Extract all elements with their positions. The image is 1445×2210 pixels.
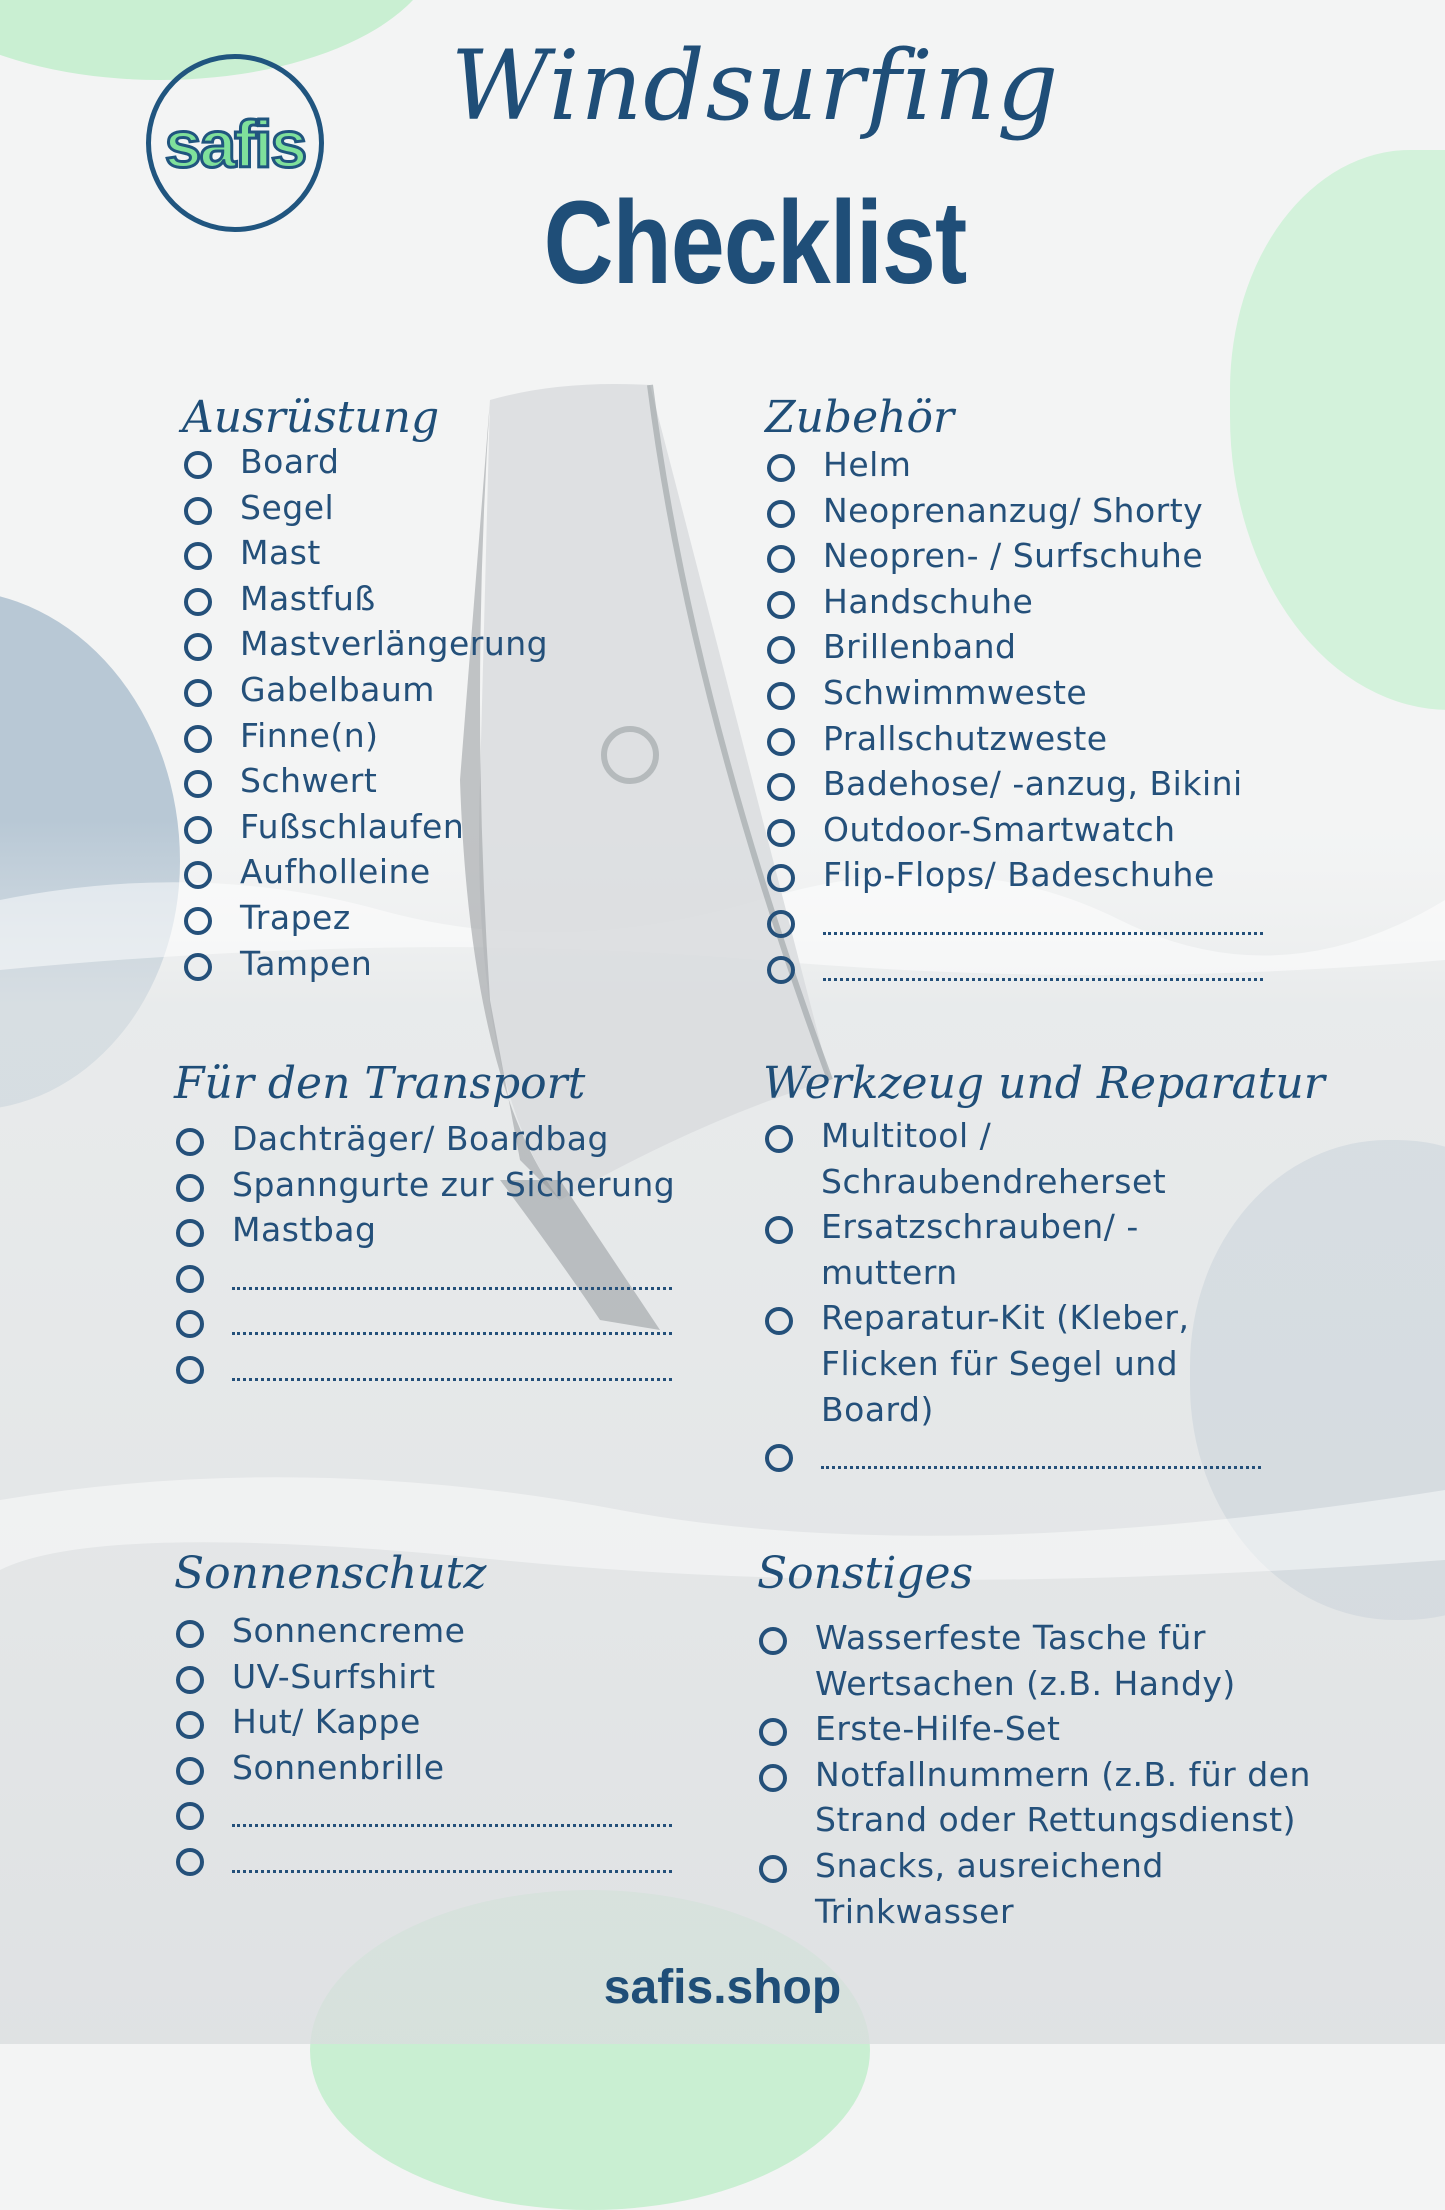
item-label: Tampen bbox=[240, 943, 373, 983]
list-item[interactable] bbox=[182, 485, 548, 531]
checklist bbox=[763, 1113, 1363, 1478]
list-item[interactable] bbox=[174, 1116, 675, 1162]
checkbox-circle[interactable] bbox=[176, 1757, 204, 1785]
checkbox-circle[interactable] bbox=[176, 1310, 204, 1338]
item-label: Outdoor-Smartwatch bbox=[823, 809, 1176, 849]
list-item[interactable] bbox=[174, 1654, 672, 1700]
checkbox-circle[interactable] bbox=[767, 545, 795, 573]
section-heading: Werkzeug und Reparatur bbox=[763, 1058, 1325, 1109]
list-item[interactable] bbox=[182, 576, 548, 622]
dotted-line[interactable] bbox=[823, 898, 1263, 935]
item-label: Schwert bbox=[240, 761, 378, 801]
checkbox-circle[interactable] bbox=[184, 861, 212, 889]
item-label: Brillenband bbox=[823, 627, 1017, 667]
checkbox-circle[interactable] bbox=[176, 1128, 204, 1156]
section-heading: Für den Transport bbox=[174, 1058, 586, 1109]
section-transport bbox=[174, 1055, 675, 1390]
checkbox-circle[interactable] bbox=[184, 451, 212, 479]
checkbox-circle[interactable] bbox=[184, 907, 212, 935]
list-item[interactable] bbox=[765, 624, 1263, 670]
item-label: Mast bbox=[240, 533, 321, 573]
dotted-line[interactable] bbox=[821, 1432, 1261, 1469]
blank-item[interactable] bbox=[174, 1344, 675, 1390]
item-label: Flip-Flops/ Badeschuhe bbox=[823, 855, 1215, 895]
list-item[interactable] bbox=[182, 941, 548, 987]
dotted-line[interactable] bbox=[232, 1836, 672, 1873]
section-sonnenschutz bbox=[174, 1545, 672, 1882]
list-item[interactable] bbox=[182, 713, 548, 759]
item-label: Finne(n) bbox=[240, 715, 379, 755]
list-item[interactable] bbox=[757, 1706, 1355, 1752]
section-werkzeug bbox=[763, 1055, 1363, 1478]
list-item[interactable] bbox=[765, 488, 1263, 534]
checkbox-circle[interactable] bbox=[176, 1848, 204, 1876]
checkbox-circle[interactable] bbox=[765, 1307, 793, 1335]
checkbox-circle[interactable] bbox=[176, 1174, 204, 1202]
footer-url[interactable]: safis.shop bbox=[603, 1961, 842, 2014]
checkbox-circle[interactable] bbox=[184, 679, 212, 707]
dotted-line[interactable] bbox=[823, 944, 1263, 981]
blank-item[interactable] bbox=[765, 944, 1263, 990]
checkbox-circle[interactable] bbox=[184, 497, 212, 525]
list-item[interactable] bbox=[765, 807, 1263, 853]
checkbox-circle[interactable] bbox=[767, 591, 795, 619]
list-item[interactable] bbox=[182, 849, 548, 895]
section-heading: Ausrüstung bbox=[182, 392, 440, 443]
item-label: Mastfuß bbox=[240, 578, 376, 618]
section-zubehoer bbox=[765, 389, 1263, 989]
item-label: Spanngurte zur Sicherung bbox=[232, 1164, 676, 1204]
item-label: Segel bbox=[240, 487, 335, 527]
checkbox-circle[interactable] bbox=[184, 633, 212, 661]
blank-item[interactable] bbox=[174, 1836, 672, 1882]
checkbox-circle[interactable] bbox=[767, 864, 795, 892]
checkbox-circle[interactable] bbox=[176, 1620, 204, 1648]
list-item[interactable] bbox=[182, 439, 548, 485]
dotted-line[interactable] bbox=[232, 1253, 672, 1290]
list-item[interactable] bbox=[174, 1162, 675, 1208]
logo-text: safis bbox=[164, 107, 306, 181]
checkbox-circle[interactable] bbox=[184, 816, 212, 844]
blank-item[interactable] bbox=[763, 1432, 1363, 1478]
list-item[interactable] bbox=[765, 533, 1263, 579]
list-item[interactable] bbox=[765, 716, 1263, 762]
checklist bbox=[174, 1116, 675, 1390]
checkbox-circle[interactable] bbox=[765, 1125, 793, 1153]
checkbox-circle[interactable] bbox=[759, 1718, 787, 1746]
item-label: Snacks, ausreichend Trinkwasser bbox=[815, 1845, 1164, 1931]
list-item[interactable] bbox=[757, 1752, 1405, 1843]
checkbox-circle[interactable] bbox=[767, 910, 795, 938]
dotted-line[interactable] bbox=[232, 1298, 672, 1335]
list-item[interactable] bbox=[182, 804, 548, 850]
list-item[interactable] bbox=[757, 1615, 1355, 1706]
list-item[interactable] bbox=[765, 579, 1263, 625]
item-label: UV-Surfshirt bbox=[232, 1656, 436, 1696]
checkbox-circle[interactable] bbox=[184, 770, 212, 798]
checkbox-circle[interactable] bbox=[767, 636, 795, 664]
list-item[interactable] bbox=[182, 530, 548, 576]
checkbox-circle[interactable] bbox=[765, 1444, 793, 1472]
checkbox-circle[interactable] bbox=[184, 588, 212, 616]
checkbox-circle[interactable] bbox=[767, 500, 795, 528]
list-item[interactable] bbox=[174, 1745, 672, 1791]
list-item[interactable] bbox=[765, 761, 1263, 807]
item-label: Board bbox=[240, 442, 340, 481]
item-label: Helm bbox=[823, 445, 912, 484]
blank-item[interactable] bbox=[765, 898, 1263, 944]
list-item[interactable] bbox=[182, 667, 548, 713]
checkbox-circle[interactable] bbox=[176, 1265, 204, 1293]
item-label: Gabelbaum bbox=[240, 669, 435, 709]
item-label: Erste-Hilfe-Set bbox=[815, 1709, 1061, 1749]
checkbox-circle[interactable] bbox=[176, 1356, 204, 1384]
dotted-line[interactable] bbox=[232, 1344, 672, 1381]
list-item[interactable] bbox=[757, 1843, 1245, 1934]
item-label: Aufholleine bbox=[240, 852, 431, 892]
item-label: Mastbag bbox=[232, 1210, 377, 1250]
checklist bbox=[757, 1615, 1397, 1934]
title-main: Checklist bbox=[543, 177, 967, 309]
checkbox-circle[interactable] bbox=[759, 1764, 787, 1792]
checkbox-circle[interactable] bbox=[759, 1627, 787, 1655]
list-item[interactable] bbox=[174, 1699, 672, 1745]
checkbox-circle[interactable] bbox=[184, 542, 212, 570]
checkbox-circle[interactable] bbox=[767, 454, 795, 482]
checkbox-circle[interactable] bbox=[176, 1219, 204, 1247]
list-item[interactable] bbox=[765, 852, 1263, 898]
list-item[interactable] bbox=[765, 670, 1263, 716]
item-label: Hut/ Kappe bbox=[232, 1702, 421, 1742]
list-item[interactable] bbox=[765, 442, 1263, 488]
item-label: Neopren- / Surfschuhe bbox=[823, 536, 1204, 576]
item-label: Reparatur-Kit (Kleber, Flicken für Segel und Board) bbox=[821, 1298, 1190, 1429]
item-label: Badehose/ -anzug, Bikini bbox=[823, 764, 1243, 804]
checkbox-circle[interactable] bbox=[767, 956, 795, 984]
section-ausruestung bbox=[182, 389, 548, 986]
item-label: Wasserfeste Tasche für Wertsachen (z.B. Handy) bbox=[815, 1618, 1236, 1703]
blank-item[interactable] bbox=[174, 1790, 672, 1836]
checkbox-circle[interactable] bbox=[759, 1855, 787, 1883]
safis-logo bbox=[146, 54, 324, 232]
item-label: Sonnencreme bbox=[232, 1611, 466, 1650]
item-label: Prallschutzweste bbox=[823, 718, 1108, 758]
list-item[interactable] bbox=[763, 1295, 1301, 1432]
section-sonstiges bbox=[757, 1545, 1397, 1934]
section-heading: Sonstiges bbox=[757, 1548, 974, 1599]
dotted-line[interactable] bbox=[232, 1790, 672, 1827]
list-item[interactable] bbox=[763, 1113, 1191, 1204]
checkbox-circle[interactable] bbox=[767, 728, 795, 756]
checkbox-circle[interactable] bbox=[176, 1711, 204, 1739]
checklist bbox=[174, 1608, 672, 1882]
item-label: Ersatzschrauben/ - muttern bbox=[821, 1207, 1139, 1292]
title-script: Windsurfing bbox=[450, 30, 1060, 142]
checkbox-circle[interactable] bbox=[176, 1666, 204, 1694]
checkbox-circle[interactable] bbox=[767, 773, 795, 801]
list-item[interactable] bbox=[763, 1204, 1191, 1295]
checklist bbox=[182, 439, 548, 986]
list-item[interactable] bbox=[174, 1207, 675, 1253]
blank-item[interactable] bbox=[174, 1253, 675, 1299]
item-label: Fußschlaufen bbox=[240, 806, 465, 846]
list-item[interactable] bbox=[182, 895, 548, 941]
checkbox-circle[interactable] bbox=[176, 1802, 204, 1830]
section-heading: Sonnenschutz bbox=[174, 1548, 487, 1599]
item-label: Handschuhe bbox=[823, 581, 1034, 621]
list-item[interactable] bbox=[182, 621, 548, 667]
item-label: Sonnenbrille bbox=[232, 1747, 445, 1787]
item-label: Schwimmweste bbox=[823, 672, 1088, 712]
blank-item[interactable] bbox=[174, 1298, 675, 1344]
list-item[interactable] bbox=[182, 758, 548, 804]
checkbox-circle[interactable] bbox=[767, 819, 795, 847]
checkbox-circle[interactable] bbox=[184, 725, 212, 753]
item-label: Dachträger/ Boardbag bbox=[232, 1119, 609, 1158]
checkbox-circle[interactable] bbox=[767, 682, 795, 710]
checkbox-circle[interactable] bbox=[184, 953, 212, 981]
section-heading: Zubehör bbox=[765, 392, 954, 443]
list-item[interactable] bbox=[174, 1608, 672, 1654]
item-label: Mastverlängerung bbox=[240, 624, 549, 664]
item-label: Notfallnummern (z.B. für den Strand oder Rettungsdienst) bbox=[815, 1754, 1311, 1840]
item-label: Neoprenanzug/ Shorty bbox=[823, 490, 1204, 530]
checklist bbox=[765, 442, 1263, 989]
checkbox-circle[interactable] bbox=[765, 1216, 793, 1244]
item-label: Trapez bbox=[240, 897, 351, 937]
item-label: Multitool / Schraubendreherset bbox=[821, 1116, 1167, 1201]
